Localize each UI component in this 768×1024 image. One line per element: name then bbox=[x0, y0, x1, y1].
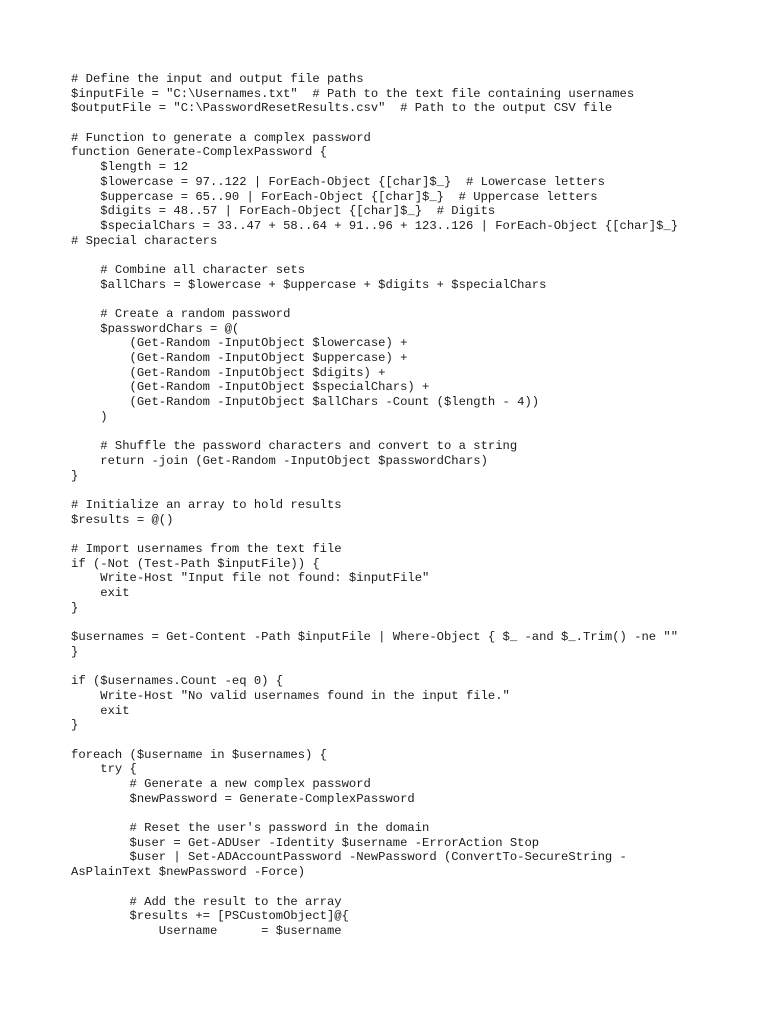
code-line bbox=[71, 483, 751, 498]
code-line: AsPlainText $newPassword -Force) bbox=[71, 865, 306, 880]
code-line: # Special characters bbox=[71, 233, 218, 248]
code-line: $specialChars = 33..47 + 58..64 + 91..96 + 123..126 | ForEach-Object {[char]$_} bbox=[71, 218, 679, 233]
code-line: } bbox=[71, 644, 79, 659]
code-line bbox=[71, 116, 751, 131]
code-line: $user = Get-ADUser -Identity $username -ErrorAction Stop bbox=[71, 835, 540, 850]
code-line: if ($usernames.Count -eq 0) { bbox=[71, 674, 284, 689]
code-line: # Import usernames from the text file bbox=[71, 542, 342, 556]
code-line: # Reset the user's password in the domain bbox=[71, 821, 430, 836]
code-line: # Initialize an array to hold results bbox=[71, 497, 342, 512]
code-line: (Get-Random -InputObject $uppercase) + bbox=[71, 351, 408, 366]
code-line: if (-Not (Test-Path $inputFile)) { bbox=[71, 556, 320, 571]
code-line: } bbox=[71, 718, 79, 733]
code-line: $results += [PSCustomObject]@{ bbox=[71, 909, 349, 924]
code-line: foreach ($username in $usernames) { bbox=[71, 747, 327, 762]
code-line: exit bbox=[71, 703, 130, 718]
code-line: # Generate a new complex password bbox=[71, 777, 371, 791]
code-line: $user | Set-ADAccountPassword -NewPassword (ConvertTo-SecureString - bbox=[71, 850, 627, 865]
code-line: (Get-Random -InputObject $specialChars) + bbox=[71, 380, 430, 395]
code-line bbox=[71, 292, 751, 307]
code-line: Username = $username bbox=[71, 923, 342, 938]
code-line: $uppercase = 65..90 | ForEach-Object {[char]$_} # Uppercase letters bbox=[71, 189, 598, 204]
code-line bbox=[71, 806, 751, 821]
code-line: ) bbox=[71, 409, 108, 424]
code-line: # Create a random password bbox=[71, 307, 291, 321]
code-line: (Get-Random -InputObject $digits) + bbox=[71, 365, 386, 380]
code-line: $allChars = $lowercase + $uppercase + $digits + $specialChars bbox=[71, 277, 547, 292]
code-line: return -join (Get-Random -InputObject $passwordChars) bbox=[71, 453, 488, 468]
code-line: $length = 12 bbox=[71, 160, 189, 175]
code-line: } bbox=[71, 468, 79, 483]
code-line bbox=[71, 425, 751, 440]
code-line: # Combine all character sets bbox=[71, 262, 306, 277]
code-line: # Add the result to the array bbox=[71, 894, 342, 909]
code-line: $inputFile = "C:\Usernames.txt" # Path to the text file containing usernames bbox=[71, 86, 635, 101]
code-line: $outputFile = "C:\PasswordResetResults.csv" # Path to the output CSV file bbox=[71, 101, 613, 116]
code-line: function Generate-ComplexPassword { bbox=[71, 145, 327, 160]
code-line: try { bbox=[71, 762, 137, 777]
code-line: $passwordChars = @( bbox=[71, 321, 240, 336]
code-line: # Define the input and output file paths bbox=[71, 72, 364, 86]
code-line: # Shuffle the password characters and convert to a string bbox=[71, 439, 518, 454]
code-line: $newPassword = Generate-ComplexPassword bbox=[71, 791, 415, 806]
code-line: $digits = 48..57 | ForEach-Object {[char]$_} # Digits bbox=[71, 204, 496, 219]
code-line: } bbox=[71, 600, 79, 615]
code-line: $usernames = Get-Content -Path $inputFile | Where-Object { $_ -and $_.Trim() -ne "" bbox=[71, 630, 679, 645]
code-line bbox=[71, 880, 751, 895]
code-line: Write-Host "No valid usernames found in the input file." bbox=[71, 688, 510, 703]
code-line bbox=[71, 733, 751, 748]
code-line: $results = @() bbox=[71, 512, 174, 527]
code-line bbox=[71, 527, 751, 542]
code-line: # Function to generate a complex password bbox=[71, 130, 371, 145]
code-line: $lowercase = 97..122 | ForEach-Object {[char]$_} # Lowercase letters bbox=[71, 174, 605, 189]
code-block bbox=[71, 72, 751, 939]
code-line bbox=[71, 248, 751, 263]
code-line bbox=[71, 660, 751, 675]
code-line bbox=[71, 615, 751, 630]
code-line: (Get-Random -InputObject $allChars -Count ($length - 4)) bbox=[71, 395, 540, 410]
code-line: exit bbox=[71, 586, 130, 601]
code-line: Write-Host "Input file not found: $inputFile" bbox=[71, 571, 430, 586]
code-line: (Get-Random -InputObject $lowercase) + bbox=[71, 336, 408, 351]
